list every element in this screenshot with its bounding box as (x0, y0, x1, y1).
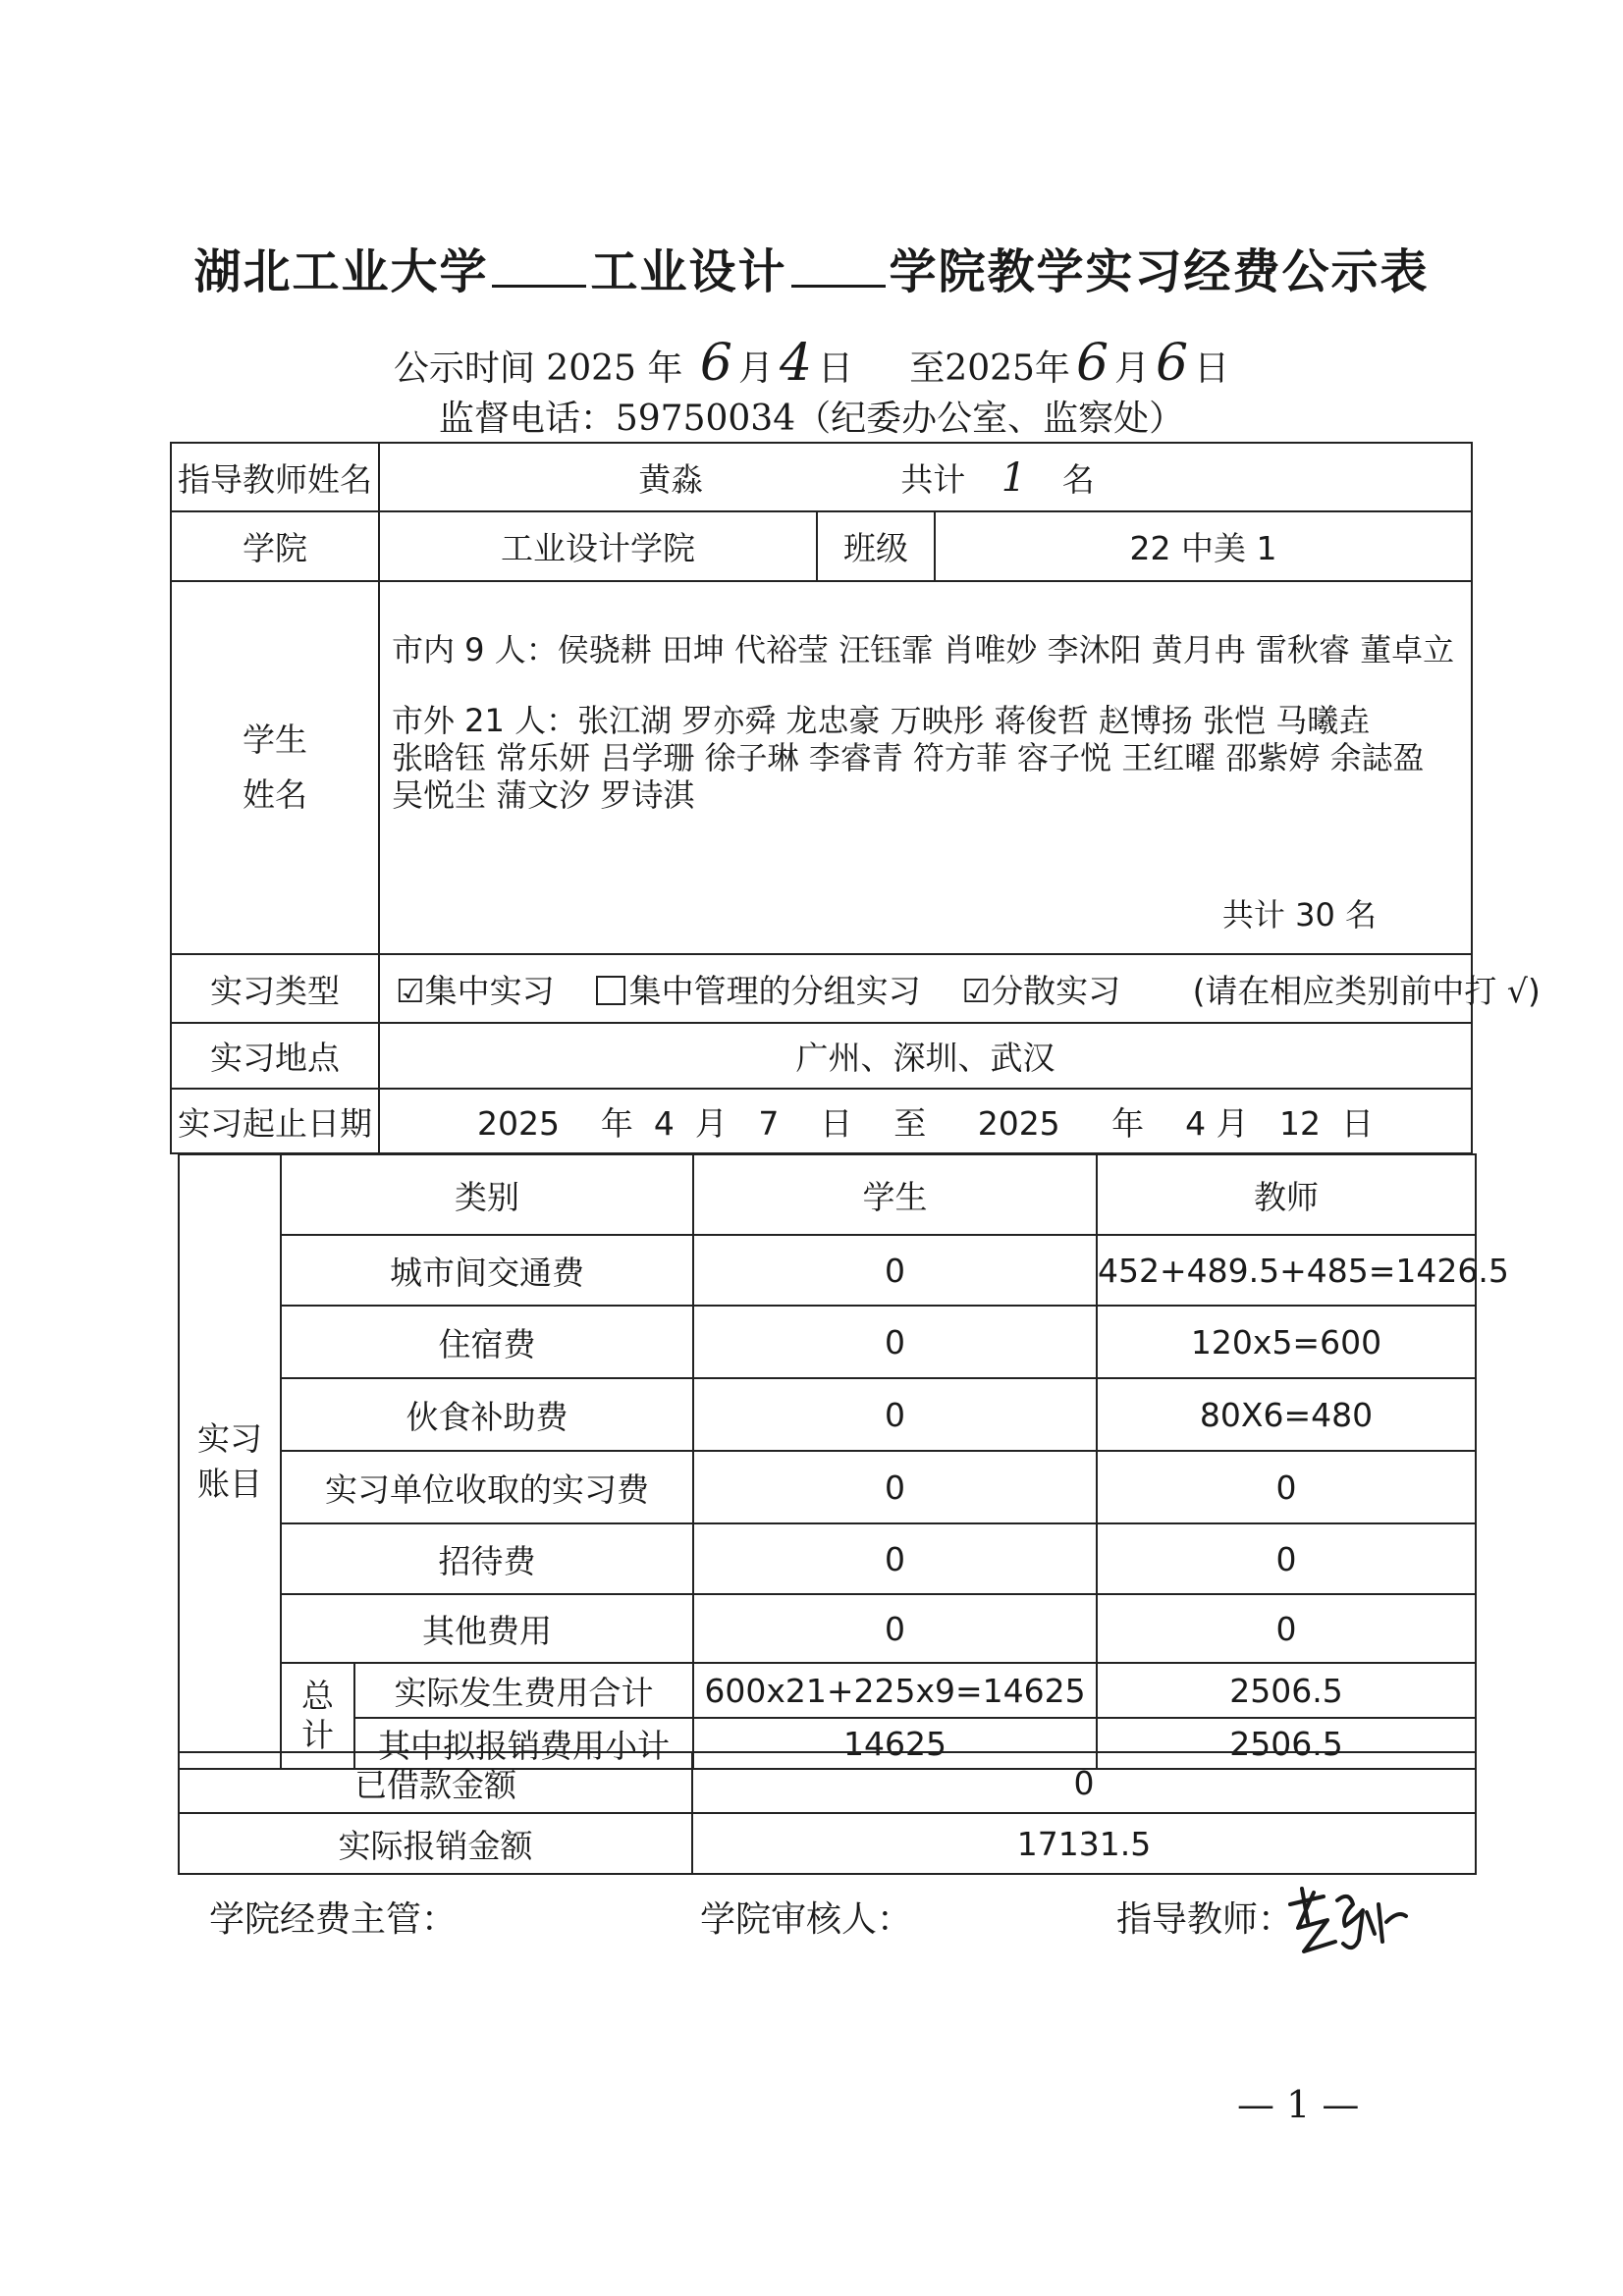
table-row (179, 1378, 1476, 1451)
checkbox-group-unchecked (596, 976, 625, 1005)
row-student: 0 (693, 1306, 1097, 1378)
page-title: 湖北工业大学 工业设计 学院教学实习经费公示表 (193, 244, 1430, 299)
actual-student: 600x21+225x9=14625 (693, 1663, 1097, 1718)
actual-reimb-label: 实际报销金额 (179, 1813, 692, 1874)
row-teacher: 120x5=600 (1097, 1306, 1476, 1378)
row-student: 0 (693, 1451, 1097, 1523)
advisor-signature-icon (1284, 1883, 1410, 1967)
checkbox-dispersed-checked: ☑ (961, 971, 992, 1010)
students-total: 共计 30 名 (1221, 896, 1377, 934)
type-label: 实习类型 (171, 954, 379, 1023)
row-category: 招待费 (281, 1523, 693, 1594)
advisor-name: 黄淼 (638, 459, 704, 499)
reimb-label: 其中拟报销费用小计 (354, 1718, 693, 1769)
row-teacher: 452+489.5+485=1426.5 (1097, 1235, 1476, 1306)
students-out-city-3: 吴悦尘 蒲文汐 罗诗淇 (392, 776, 695, 814)
borrowed-label: 已借款金额 (179, 1752, 692, 1813)
title-college: 工业设计 (590, 244, 787, 299)
title-blank-right (791, 249, 886, 288)
row-teacher: 80X6=480 (1097, 1378, 1476, 1451)
end-day-handwritten: 6 (1156, 334, 1189, 393)
type-hint: (请在相应类别前中打 √) (1192, 971, 1541, 1010)
table-row (179, 1451, 1476, 1523)
advisor-label: 指导教师姓名 (171, 443, 379, 511)
row-student: 0 (693, 1235, 1097, 1306)
row-teacher: 0 (1097, 1594, 1476, 1663)
row-category: 城市间交通费 (281, 1235, 693, 1306)
location-value: 广州、深圳、武汉 (379, 1023, 1472, 1089)
table-row (179, 1306, 1476, 1378)
col-category: 类别 (281, 1154, 693, 1235)
ledger-section-label: 实习 账目 (179, 1154, 281, 1769)
date-value: 2025 年 4 月 7 日 至 2025 年 4 月 12 日 (379, 1089, 1472, 1153)
row-student: 0 (693, 1594, 1097, 1663)
students-out-city-1: 市外 21 人：张江湖 罗亦舜 龙忠豪 万映彤 蒋俊哲 赵博扬 张恺 马曦垚 (392, 702, 1371, 739)
advisor-cell: 黄淼 共计 1 名 (379, 443, 1472, 511)
internship-type: ☑集中实习 集中管理的分组实习 ☑分散实习 (请在相应类别前中打 √) (379, 954, 1472, 1023)
table-row (179, 1594, 1476, 1663)
total-label: 总 计 (281, 1663, 354, 1769)
advisor-sign-label: 指导教师： (1116, 1899, 1294, 1940)
row-category: 实习单位收取的实习费 (281, 1451, 693, 1523)
publicity-period: 公示时间 2025 年 6 月 4 日 至2025年 6 月 6 日 (393, 334, 1230, 393)
students-in-city: 市内 9 人：侯骁耕 田坤 代裕莹 汪钰霏 肖唯妙 李沐阳 黄月冉 雷秋睿 董卓立 (392, 631, 1455, 668)
college-value: 工业设计学院 (379, 511, 817, 581)
students-label: 学生 姓名 (171, 581, 379, 954)
date-label: 实习起止日期 (171, 1089, 379, 1153)
row-teacher: 0 (1097, 1523, 1476, 1594)
page-number: — 1 — (1237, 2083, 1360, 2126)
title-blank-left (492, 249, 586, 288)
advisor-count: 1 (1001, 454, 1027, 501)
table-row (179, 1235, 1476, 1306)
actual-label: 实际发生费用合计 (354, 1663, 693, 1718)
col-student: 学生 (693, 1154, 1097, 1235)
checkbox-concentrated-checked: ☑ (396, 971, 425, 1010)
supervision-phone: 监督电话：59750034（纪委办公室、监察处） (438, 399, 1185, 439)
col-teacher: 教师 (1097, 1154, 1476, 1235)
actual-teacher: 2506.5 (1097, 1663, 1476, 1718)
row-student: 0 (693, 1378, 1097, 1451)
start-month-handwritten: 6 (699, 334, 732, 393)
class-label: 班级 (817, 511, 935, 581)
college-label: 学院 (171, 511, 379, 581)
row-category: 伙食补助费 (281, 1378, 693, 1451)
reimb-teacher: 2506.5 (1097, 1718, 1476, 1769)
students-list (379, 581, 1472, 954)
row-category: 住宿费 (281, 1306, 693, 1378)
total-row-actual (179, 1663, 1476, 1718)
class-value: 22 中美 1 (935, 511, 1472, 581)
row-teacher: 0 (1097, 1451, 1476, 1523)
actual-reimb-value: 17131.5 (692, 1813, 1476, 1874)
summary-table (178, 1751, 1477, 1875)
reimb-student: 14625 (693, 1718, 1097, 1769)
row-student: 0 (693, 1523, 1097, 1594)
info-table (170, 442, 1541, 1154)
ledger-table (178, 1153, 1509, 1770)
start-day-handwritten: 4 (779, 334, 813, 393)
borrowed-value: 0 (692, 1752, 1476, 1813)
table-row (179, 1523, 1476, 1594)
end-month-handwritten: 6 (1075, 334, 1109, 393)
reviewer-label: 学院审核人： (700, 1899, 913, 1940)
students-out-city-2: 张晗钰 常乐妍 吕学珊 徐子琳 李睿青 符方菲 容子悦 王红曜 邵紫婷 余誌盈 (392, 739, 1425, 776)
finance-supervisor-label: 学院经费主管： (209, 1899, 458, 1940)
row-category: 其他费用 (281, 1594, 693, 1663)
location-label: 实习地点 (171, 1023, 379, 1089)
